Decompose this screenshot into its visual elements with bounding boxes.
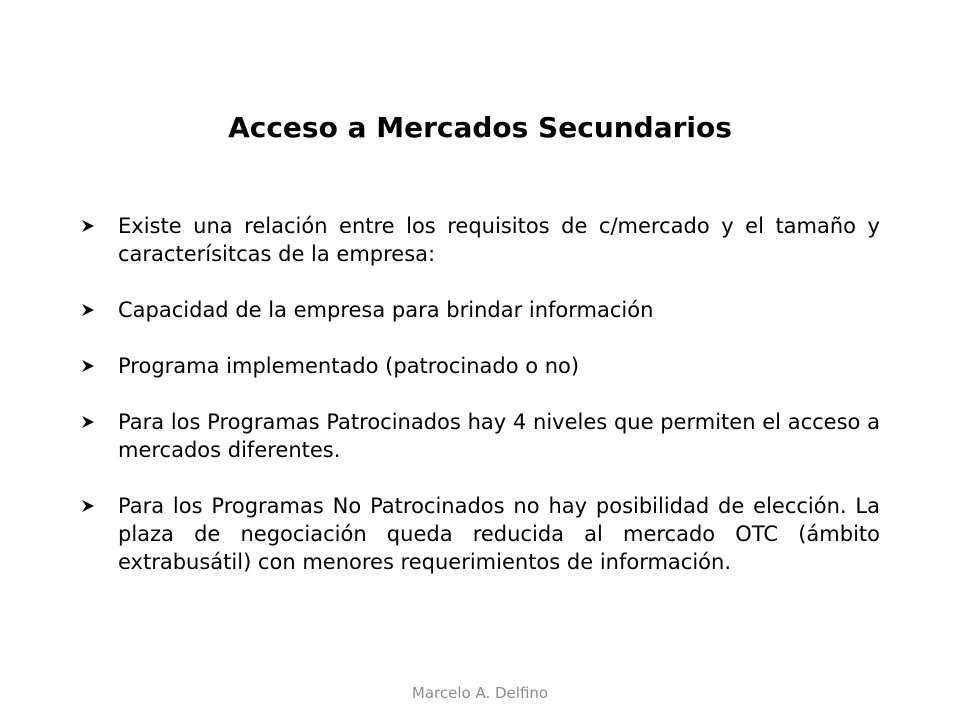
list-item xyxy=(80,296,880,324)
bullet-text: Para los Programas Patrocinados hay 4 niveles que permiten el acceso a mercados diferentes. xyxy=(118,410,880,462)
list-item xyxy=(80,492,880,576)
arrowhead-bullet-icon xyxy=(80,352,118,380)
list-item xyxy=(80,352,880,380)
bullet-text: Capacidad de la empresa para brindar información xyxy=(118,298,654,322)
arrowhead-bullet-icon xyxy=(80,408,118,436)
bullet-text: Existe una relación entre los requisitos de c/mercado y el tamaño y caracterísitcas de la empresa: xyxy=(118,214,880,266)
bullet-list xyxy=(80,212,880,604)
list-item xyxy=(80,212,880,268)
bullet-text: Para los Programas No Patrocinados no hay posibilidad de elección. La plaza de negociación queda reducida al mercado OTC (ámbito extrabusátil) con menores requerimientos de información. xyxy=(118,494,880,574)
footer-author: Marcelo A. Delfino xyxy=(411,684,549,702)
arrowhead-bullet-icon xyxy=(80,492,118,520)
arrowhead-bullet-icon xyxy=(80,296,118,324)
arrowhead-bullet-icon xyxy=(80,212,118,240)
list-item xyxy=(80,408,880,464)
bullet-text: Programa implementado (patrocinado o no) xyxy=(118,354,580,378)
slide-title: Acceso a Mercados Secundarios xyxy=(228,111,732,144)
